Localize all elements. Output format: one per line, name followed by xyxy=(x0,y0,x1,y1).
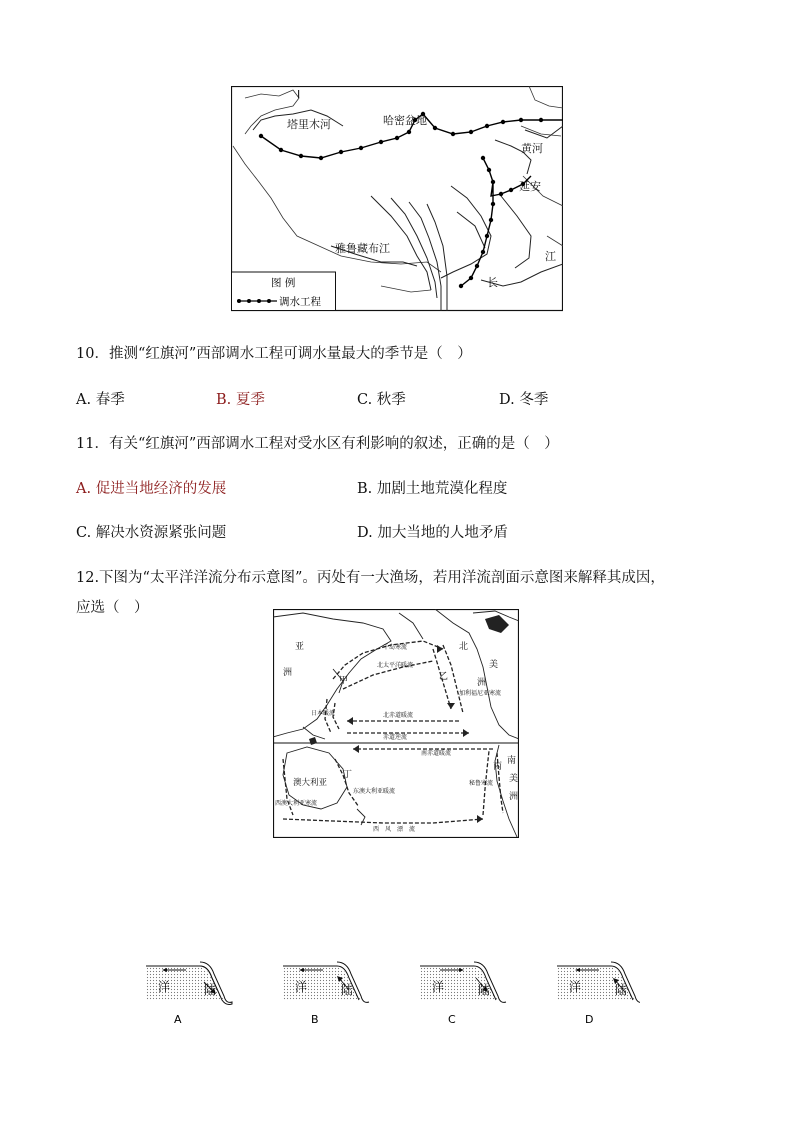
section-d[interactable] xyxy=(557,962,640,1026)
section-c[interactable] xyxy=(420,962,506,1026)
section-c-letter: C xyxy=(448,1013,456,1026)
q10-option-d[interactable]: D. 冬季 xyxy=(499,392,549,408)
section-d-land: 陆 xyxy=(615,983,628,997)
map1-tarim-label: 塔里木河 xyxy=(287,118,331,131)
section-b-land: 陆 xyxy=(341,983,354,997)
sa-label: 南 xyxy=(507,756,517,766)
section-a-letter: A xyxy=(174,1013,182,1026)
section-c-land: 陆 xyxy=(478,983,491,997)
map1-chang-label: 长 xyxy=(487,276,498,289)
kuril-label: 千岛寒流 xyxy=(383,644,408,651)
jia-label: 甲 xyxy=(339,676,349,686)
map1-jiang-label: 江 xyxy=(545,250,556,263)
ding-label: 丁 xyxy=(343,770,353,780)
kuroshio-label: 日本暖流 xyxy=(311,710,336,717)
q10-option-a[interactable]: A. 春季 xyxy=(76,392,125,408)
peru-label: 秘鲁寒流 xyxy=(469,780,494,787)
section-d-ocean: 洋 xyxy=(569,980,582,994)
q12-stem-line1: 12.下图为“太平洋洋流分布示意图”。丙处有一大渔场，若用洋流剖面示意图来解释其成因， xyxy=(76,570,665,586)
section-b[interactable] xyxy=(283,962,369,1026)
q10-option-b[interactable]: B. 夏季 xyxy=(216,392,265,408)
legend-title: 图 例 xyxy=(271,277,296,289)
section-c-ocean: 洋 xyxy=(432,980,445,994)
q10-stem: 10．推测“红旗河”西部调水工程可调水量最大的季节是（ ） xyxy=(76,346,472,362)
ecc-label: 赤道逆流 xyxy=(383,734,408,741)
asia-label: 亚 xyxy=(295,642,305,652)
map1-yarlung-label: 雅鲁藏布江 xyxy=(335,242,390,255)
waus-label: 西澳大利亚寒流 xyxy=(275,800,318,807)
legend-item: 调水工程 xyxy=(279,296,321,308)
west-wind-label: 西 风 漂 流 xyxy=(373,826,416,833)
section-b-ocean: 洋 xyxy=(295,980,308,994)
australia-label: 澳大利亚 xyxy=(293,778,328,788)
section-b-letter: B xyxy=(311,1013,319,1026)
q11-option-d[interactable]: D. 加大当地的人地矛盾 xyxy=(357,525,508,541)
sa-label-2: 美 xyxy=(509,774,519,784)
map1-yellow-label: 黄河 xyxy=(521,142,543,155)
seq-label: 南赤道暖流 xyxy=(421,750,452,757)
q11-option-a[interactable]: A. 促进当地经济的发展 xyxy=(76,481,227,497)
q11-option-b[interactable]: B. 加剧土地荒漠化程度 xyxy=(357,481,508,497)
map1-hami-label: 哈密盆地 xyxy=(383,114,427,127)
section-d-letter: D xyxy=(585,1013,594,1026)
na-label: 北 xyxy=(459,642,469,652)
asia-label-2: 洲 xyxy=(283,668,293,678)
bing-label: 丙 xyxy=(493,762,503,772)
neq-label: 北赤道暖流 xyxy=(383,712,414,719)
npac-label: 北太平洋暖流 xyxy=(377,662,414,669)
eaus-label: 东澳大利亚暖流 xyxy=(353,788,396,795)
section-diagrams xyxy=(140,958,640,1030)
na-label-2: 美 xyxy=(489,660,499,670)
section-a-ocean: 洋 xyxy=(158,980,171,994)
pacific-currents-map xyxy=(273,609,519,838)
section-a-land: 陆 xyxy=(204,983,217,997)
calif-label: 加利福尼亚寒流 xyxy=(459,690,502,697)
q11-stem: 11．有关“红旗河”西部调水工程对受水区有利影响的叙述，正确的是（ ） xyxy=(76,436,559,452)
map1-corner-label: I xyxy=(297,88,301,101)
q12-stem-line2: 应选（ ） xyxy=(76,600,149,616)
yi-label: 乙 xyxy=(439,672,449,682)
section-a[interactable] xyxy=(146,962,232,1026)
map1-legend xyxy=(232,272,336,311)
na-label-3: 洲 xyxy=(477,678,487,688)
map1-yanan-label: 延安 xyxy=(519,180,541,193)
q11-option-c[interactable]: C. 解决水资源紧张问题 xyxy=(76,525,227,541)
sa-label-3: 洲 xyxy=(509,792,519,802)
q10-option-c[interactable]: C. 秋季 xyxy=(357,392,406,408)
water-diversion-map xyxy=(231,86,563,312)
